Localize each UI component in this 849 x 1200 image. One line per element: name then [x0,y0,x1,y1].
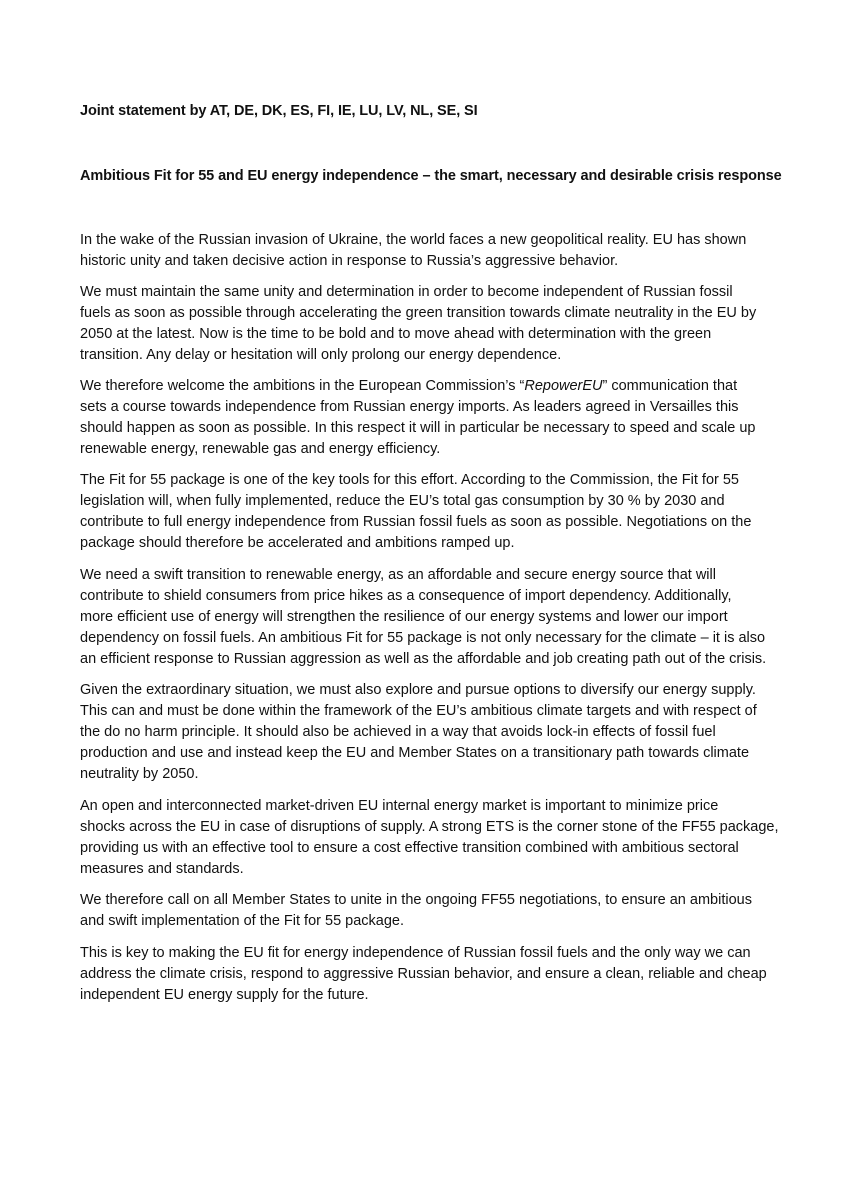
paragraph-line: the do no harm principle. It should also be achieved in a way that avoids lock-in effects of fossil fuel [80,724,716,740]
paragraph-line [80,376,780,397]
paragraph-line: legislation will, when fully implemented, reduce the EU’s total gas consumption by 30 % by 2030 and [80,493,725,509]
paragraph-6 [80,680,780,785]
paragraph-line: We need a swift transition to renewable energy, as an affordable and secure energy source that will [80,567,716,583]
paragraph-4 [80,470,780,554]
paragraph-1 [80,230,780,272]
paragraph-line: An open and interconnected market-driven EU internal energy market is important to minimize price [80,798,719,814]
paragraph-line: 2050 at the latest. Now is the time to be bold and to move ahead with determination with the green [80,326,712,342]
paragraph-line: should happen as soon as possible. In this respect it will in particular be necessary to speed and scale up [80,420,756,436]
paragraph-line: measures and standards. [80,861,244,877]
paragraph-line: We must maintain the same unity and determination in order to become independent of Russian fossil [80,284,733,300]
paragraph-line: We therefore call on all Member States to unite in the ongoing FF55 negotiations, to ensure an ambitious [80,892,752,908]
paragraph-line: providing us with an effective tool to ensure a cost effective transition combined with ambitious sectoral [80,840,739,856]
paragraph-9 [80,943,780,1006]
paragraph-line: neutrality by 2050. [80,766,199,782]
statement-header: Joint statement by AT, DE, DK, ES, FI, IE, LU, LV, NL, SE, SI [80,103,478,119]
paragraph-line: production and use and instead keep the EU and Member States on a transitionary path towards climate [80,745,750,761]
paragraph-line: contribute to full energy independence from Russian fossil fuels as soon as possible. Negotiations on the [80,514,752,530]
paragraph-line: shocks across the EU in case of disruptions of supply. A strong ETS is the corner stone of the FF55 package, [80,819,779,835]
line-text: We therefore welcome the ambitions in the European Commission’s “ [80,378,525,394]
paragraph-line: In the wake of the Russian invasion of Ukraine, the world faces a new geopolitical reality. EU has shown [80,232,747,248]
paragraph-5 [80,565,780,670]
paragraph-7 [80,796,780,880]
paragraph-line: contribute to shield consumers from price hikes as a consequence of import dependency. Additionally, [80,588,732,604]
paragraph-line: historic unity and taken decisive action in response to Russia’s aggressive behavior. [80,253,619,269]
paragraph-line: dependency on fossil fuels. An ambitious Fit for 55 package is not only necessary for the climate – it is also [80,630,766,646]
paragraph-line: transition. Any delay or hesitation will only prolong our energy dependence. [80,347,562,363]
paragraph-line: fuels as soon as possible through accelerating the green transition towards climate neutrality in the EU by [80,305,757,321]
paragraph-3 [80,376,780,460]
paragraph-line: This can and must be done within the framework of the EU’s ambitious climate targets and with respect of [80,703,757,719]
statement-title: Ambitious Fit for 55 and EU energy independence – the smart, necessary and desirable crisis response [80,168,782,184]
paragraph-line: The Fit for 55 package is one of the key tools for this effort. According to the Commission, the Fit for 55 [80,472,739,488]
paragraph-2 [80,282,780,366]
paragraph-line: address the climate crisis, respond to aggressive Russian behavior, and ensure a clean, reliable and cheap [80,966,767,982]
paragraph-line: package should therefore be accelerated and ambitions ramped up. [80,535,515,551]
paragraph-line: This is key to making the EU fit for energy independence of Russian fossil fuels and the only way we can [80,945,751,961]
paragraph-line: renewable energy, renewable gas and energy efficiency. [80,441,441,457]
paragraph-line: sets a course towards independence from Russian energy imports. As leaders agreed in Versailles this [80,399,739,415]
paragraph-line: an efficient response to Russian aggression as well as the affordable and job creating path out of the crisis. [80,651,767,667]
line-text: ” communication that [602,378,738,394]
paragraph-line: Given the extraordinary situation, we must also explore and pursue options to diversify our energy supply. [80,682,756,698]
paragraph-8 [80,890,780,932]
paragraph-line: independent EU energy supply for the future. [80,987,369,1003]
paragraph-line: and swift implementation of the Fit for 55 package. [80,913,405,929]
paragraph-line: more efficient use of energy will strengthen the resilience of our energy systems and lower our import [80,609,728,625]
repowereu-italic: RepowerEU [524,378,603,394]
